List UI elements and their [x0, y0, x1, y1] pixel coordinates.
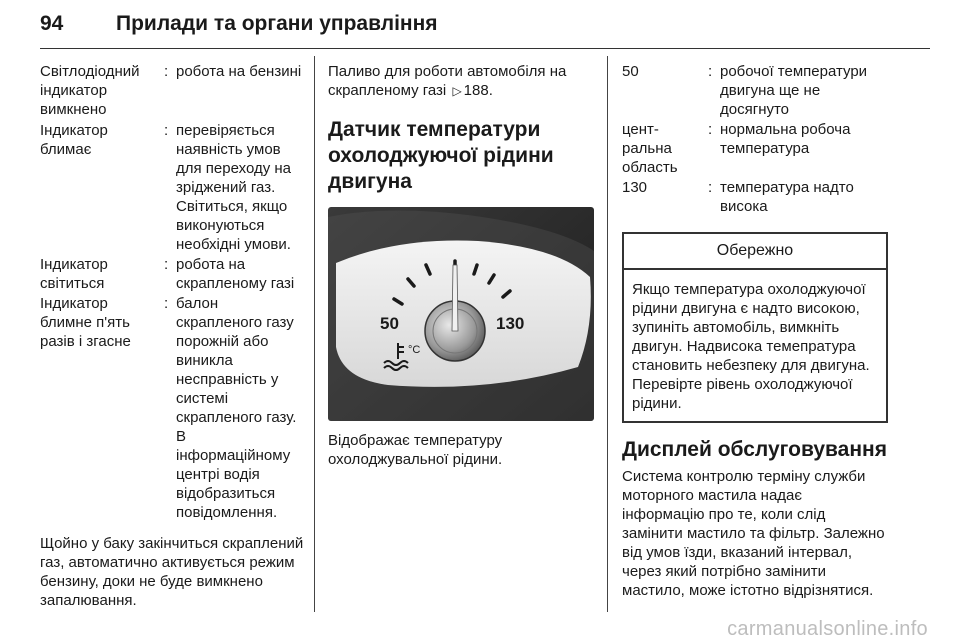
gauge-unit: °C — [408, 344, 421, 356]
definition-colon: : — [164, 295, 169, 312]
lpg-paragraph: Щойно у баку закінчиться скраплений газ, автоматично активується режим бензину, доки не буде вимкнено запалювання. — [40, 535, 304, 609]
header-rule — [40, 48, 930, 49]
definition-row — [40, 62, 304, 119]
definition-term: 130 — [622, 179, 648, 196]
definition-row — [40, 294, 304, 522]
definition-term: Індикатор блимає — [40, 122, 108, 158]
definition-desc: робочої температури двигуна ще не досягнуто — [720, 63, 868, 118]
definition-colon: : — [164, 122, 169, 139]
service-display-heading: Дисплей обслуговування — [622, 438, 887, 461]
gauge-label-low: 50 — [380, 314, 399, 333]
definition-desc: нормальна робоча температура — [720, 121, 851, 157]
column-1 — [40, 62, 304, 610]
warning-title: Обережно — [624, 234, 886, 270]
intro-paragraph — [328, 62, 594, 101]
definition-colon: : — [708, 179, 713, 196]
definition-desc: робота на бензині — [176, 63, 302, 80]
definition-row — [40, 255, 304, 293]
column-divider-2 — [607, 56, 608, 612]
column-2 — [328, 62, 594, 469]
triangle-right-icon: ▷ — [452, 84, 462, 98]
definition-term: цент-ральна область — [622, 121, 678, 176]
temperature-range-table — [622, 62, 888, 216]
gauge-needle — [452, 265, 458, 331]
definition-term: Світлодіодний індикатор вимкнено — [40, 63, 140, 118]
definition-row — [622, 120, 888, 177]
lpg-indicator-table — [40, 62, 304, 522]
warning-text: Якщо температура охолоджуючої рідини двигуна є надто високою, зупиніть автомобіль, вимкніть двигун. Надвисока темепратура становить небезпеку для двигуна. Перевірте рівень охолоджуючої рідини. — [632, 281, 870, 412]
warning-box — [622, 232, 888, 423]
definition-row — [622, 178, 888, 216]
definition-row — [622, 62, 888, 119]
gauge-label-high: 130 — [496, 314, 525, 333]
definition-desc: температура надто висока — [720, 179, 854, 215]
definition-desc: робота на скрапленому газі — [176, 256, 295, 292]
page-title: Прилади та органи управління — [116, 12, 438, 35]
definition-term: Індикатор блимне п'ять разів і згасне — [40, 295, 131, 350]
definition-colon: : — [164, 256, 169, 273]
watermark: carmanualsonline.info — [727, 618, 928, 640]
page-header — [40, 6, 928, 46]
page-number: 94 — [40, 12, 64, 35]
intro-page-ref: 188. — [463, 82, 493, 99]
definition-colon: : — [164, 63, 169, 80]
coolant-gauge-image — [328, 207, 594, 421]
gauge-caption: Відображає температуру охолоджувальної рідини. — [328, 432, 503, 468]
service-display-paragraph: Система контролю терміну служби моторного мастила надає інформацію про те, коли слід замінити мастило та фільтр. Залежно від умов їзди, вказаний інтервал, через який потрібно замінити мастило, може істотно відрізнятися. — [622, 468, 885, 599]
definition-colon: : — [708, 63, 713, 80]
column-3 — [622, 62, 888, 600]
definition-desc: перевіряється наявність умов для переходу на зріджений газ. Світиться, якщо виконуються необхідні умови. — [176, 122, 292, 253]
definition-row — [40, 121, 304, 254]
definition-term: 50 — [622, 63, 639, 80]
definition-term: Індикатор світиться — [40, 256, 108, 292]
intro-text: Паливо для роботи автомобіля на скрапленому газі — [328, 63, 567, 99]
column-divider-1 — [314, 56, 315, 612]
definition-colon: : — [708, 121, 713, 138]
definition-desc: балон скрапленого газу порожній або виникла несправність у системі скрапленого газу. В інформаційному центрі водія відобразиться повідомлення. — [176, 295, 297, 521]
coolant-heading: Датчик температури охолоджуючої рідини двигуна — [328, 118, 554, 193]
